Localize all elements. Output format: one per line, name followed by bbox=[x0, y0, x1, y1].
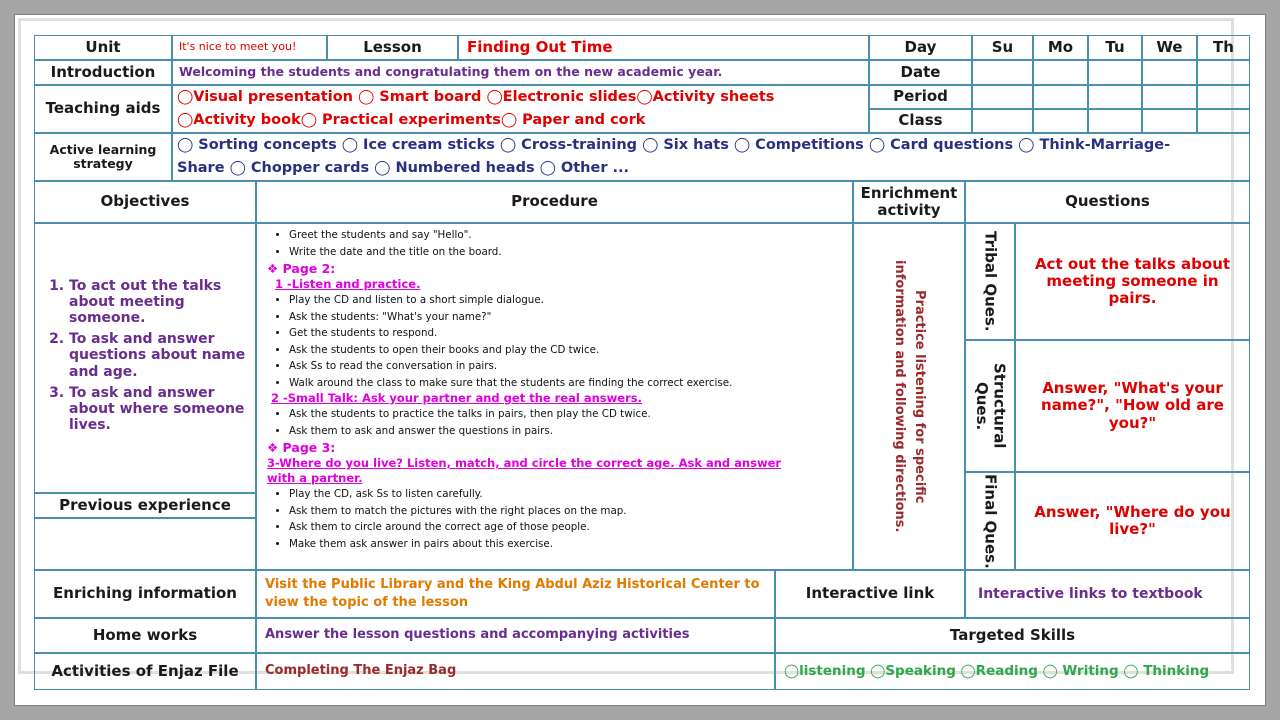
period-we-cell bbox=[1142, 85, 1197, 109]
lesson-label: Lesson bbox=[327, 35, 458, 60]
lesson-value: Finding Out Time bbox=[458, 35, 869, 60]
active-learning-label: Active learning strategy bbox=[34, 133, 172, 181]
day-tu: Tu bbox=[1088, 35, 1142, 60]
class-su-cell bbox=[972, 109, 1033, 133]
class-mo-cell bbox=[1033, 109, 1088, 133]
date-tu-cell bbox=[1088, 60, 1142, 85]
tribal-question-label: Tribal Ques. bbox=[981, 231, 1000, 332]
question-label-cell bbox=[965, 340, 1015, 472]
question-label-cell bbox=[965, 223, 1015, 340]
date-mo-cell bbox=[1033, 60, 1088, 85]
procedure-step: • Play the CD, ask Ss to listen carefully. bbox=[289, 486, 627, 503]
introduction-text: Welcoming the students and congratulating them on the new academic year. bbox=[172, 60, 869, 85]
task1-heading: 1 -Listen and practice. bbox=[275, 277, 421, 291]
procedure-step: • Play the CD and listen to a short simple dialogue. bbox=[289, 292, 732, 309]
day-we: We bbox=[1142, 35, 1197, 60]
period-th-cell bbox=[1197, 85, 1250, 109]
class-tu-cell bbox=[1088, 109, 1142, 133]
procedure-step: • Make them ask answer in pairs about this exercise. bbox=[289, 536, 627, 553]
enrichment-header: Enrichment activity bbox=[853, 181, 965, 223]
enrichment-text: Practice listening for specific information and following directions. bbox=[892, 260, 927, 533]
page3-heading: ❖ Page 3: bbox=[267, 440, 336, 455]
teaching-aids-label: Teaching aids bbox=[34, 85, 172, 133]
task2-heading: 2 -Small Talk: Ask your partner and get the real answers. bbox=[271, 391, 642, 405]
enriching-information-text: Visit the Public Library and the King Abdul Aziz Historical Center to view the topic of the lesson bbox=[256, 570, 775, 618]
class-we-cell bbox=[1142, 109, 1197, 133]
procedure-step: • Ask them to ask and answer the questions in pairs. bbox=[289, 423, 651, 440]
targeted-skills-label: Targeted Skills bbox=[775, 618, 1250, 653]
active-learning-line1: ◯ Sorting concepts ◯ Ice cream sticks ◯ Cross-training ◯ Six hats ◯ Competitions ◯ Card questions ◯ Think-Marriage- bbox=[177, 137, 1171, 153]
period-label: Period bbox=[869, 85, 972, 109]
previous-experience-label: Previous experience bbox=[34, 493, 256, 518]
class-th-cell bbox=[1197, 109, 1250, 133]
task3-heading: 3-Where do you live? Listen, match, and circle the correct age. Ask and answer with a partner. bbox=[267, 456, 782, 485]
page2-heading: ❖ Page 2: bbox=[267, 261, 336, 276]
procedure-step: • Ask the students to practice the talks in pairs, then play the CD twice. bbox=[289, 406, 651, 423]
objective-item: 1. To act out the talks about meeting someone. bbox=[69, 278, 255, 326]
enriching-information-label: Enriching information bbox=[34, 570, 256, 618]
period-tu-cell bbox=[1088, 85, 1142, 109]
procedure-step: • Get the students to respond. bbox=[289, 325, 732, 342]
unit-label: Unit bbox=[34, 35, 172, 60]
day-mo: Mo bbox=[1033, 35, 1088, 60]
procedure-step: • Ask Ss to read the conversation in pairs. bbox=[289, 358, 732, 375]
structural-question-label: Structural Ques. bbox=[973, 363, 1009, 449]
question-label-cell bbox=[965, 472, 1015, 570]
interactive-link-label: Interactive link bbox=[775, 570, 965, 618]
enjaz-text: Completing The Enjaz Bag bbox=[256, 653, 775, 690]
homework-label: Home works bbox=[34, 618, 256, 653]
procedure-step: • Ask the students to open their books and play the CD twice. bbox=[289, 342, 732, 359]
targeted-skills-options: ◯listening ◯Speaking ◯Reading ◯ Writing ◯ Thinking bbox=[775, 653, 1250, 690]
teaching-aids-line2: ◯Activity book◯ Practical experiments◯ Paper and cork bbox=[177, 112, 646, 128]
procedure-body bbox=[256, 223, 853, 570]
structural-question-answer: Answer, "What's your name?", "How old are you?" bbox=[1015, 340, 1250, 472]
teaching-aids-line1: ◯Visual presentation ◯ Smart board ◯Electronic slides◯Activity sheets bbox=[177, 89, 775, 105]
period-mo-cell bbox=[1033, 85, 1088, 109]
date-th-cell bbox=[1197, 60, 1250, 85]
date-label: Date bbox=[869, 60, 972, 85]
enrichment-cell bbox=[853, 223, 965, 570]
previous-experience-cell bbox=[34, 518, 256, 570]
homework-text: Answer the lesson questions and accompanying activities bbox=[256, 618, 775, 653]
procedure-step: • Ask them to match the pictures with the right places on the map. bbox=[289, 503, 627, 520]
interactive-link-text[interactable]: Interactive links to textbook bbox=[965, 570, 1250, 618]
tribal-question-answer: Act out the talks about meeting someone in pairs. bbox=[1015, 223, 1250, 340]
unit-value: It's nice to meet you! bbox=[172, 35, 327, 60]
day-th: Th bbox=[1197, 35, 1250, 60]
objective-item: 3. To ask and answer about where someone lives. bbox=[69, 385, 255, 433]
final-question-answer: Answer, "Where do you live?" bbox=[1015, 472, 1250, 570]
day-su: Su bbox=[972, 35, 1033, 60]
objective-item: 2. To ask and answer questions about name and age. bbox=[69, 331, 255, 379]
date-we-cell bbox=[1142, 60, 1197, 85]
procedure-step: • Ask the students: "What's your name?" bbox=[289, 309, 732, 326]
procedure-step: • Walk around the class to make sure that the students are finding the correct exercise. bbox=[289, 375, 732, 392]
procedure-step: • Greet the students and say "Hello". bbox=[289, 227, 502, 244]
active-learning-options bbox=[172, 133, 1250, 181]
objectives-list bbox=[34, 223, 256, 493]
introduction-label: Introduction bbox=[34, 60, 172, 85]
period-su-cell bbox=[972, 85, 1033, 109]
procedure-header: Procedure bbox=[256, 181, 853, 223]
active-learning-line2: Share ◯ Chopper cards ◯ Numbered heads ◯ Other ... bbox=[177, 160, 630, 176]
procedure-step: • Ask them to circle around the correct age of those people. bbox=[289, 519, 627, 536]
date-su-cell bbox=[972, 60, 1033, 85]
procedure-step: • Write the date and the title on the board. bbox=[289, 244, 502, 261]
day-label: Day bbox=[869, 35, 972, 60]
final-question-label: Final Ques. bbox=[981, 473, 1000, 569]
teaching-aids-options bbox=[172, 85, 869, 133]
questions-header: Questions bbox=[965, 181, 1250, 223]
class-label: Class bbox=[869, 109, 972, 133]
enjaz-label: Activities of Enjaz File bbox=[34, 653, 256, 690]
objectives-header: Objectives bbox=[34, 181, 256, 223]
lesson-plan-table bbox=[34, 35, 1250, 690]
